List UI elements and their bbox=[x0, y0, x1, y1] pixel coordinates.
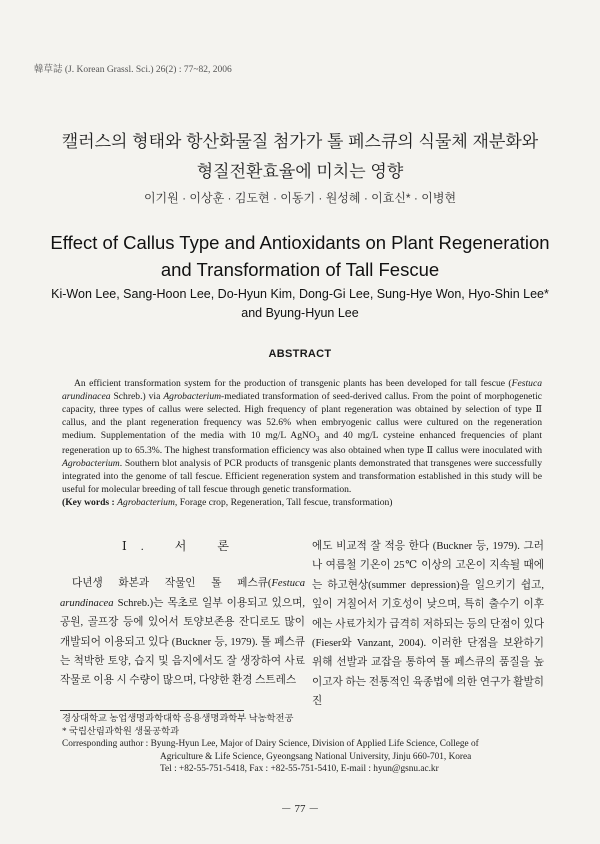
affiliation-2: * 국립산림과학원 생물공학과 bbox=[62, 726, 180, 737]
section-heading-introduction: Ⅰ. 서 론 bbox=[122, 539, 243, 553]
journal-reference: 韓草誌 (J. Korean Grassl. Sci.) 26(2) : 77~82, 2006 bbox=[34, 65, 232, 75]
footnotes bbox=[62, 713, 552, 776]
intro-right-column bbox=[312, 537, 544, 712]
corresponding-author-line-3: Tel : +82-55-751-5418, Fax : +82-55-751-5410, E-mail : hyun@gsnu.ac.kr bbox=[160, 764, 439, 775]
english-authors-line-2: and Byung-Hyun Lee bbox=[241, 306, 359, 320]
korean-authors: 이기원 · 이상훈 · 김도현 · 이동기 · 원성혜 · 이효신* · 이병현 bbox=[143, 191, 457, 205]
english-authors-line-1: Ki-Won Lee, Sang-Hoon Lee, Do-Hyun Kim, Dong-Gi Lee, Sung-Hye Won, Hyo-Shin Lee* bbox=[51, 287, 549, 301]
corresponding-author-line-2: Agriculture & Life Science, Gyeongsang National University, Jinju 660-701, Korea bbox=[160, 751, 472, 762]
key-words: (Key words : Agrobacterium, Forage crop, Regeneration, Tall fescue, transformation) bbox=[62, 497, 393, 509]
footnote-divider bbox=[60, 710, 244, 711]
abstract-body bbox=[62, 378, 542, 510]
affiliation-1: 경상대학교 농업생명과학대학 응용생명과학부 낙농학전공 bbox=[62, 714, 294, 724]
page-number: － 77 － bbox=[280, 803, 320, 815]
abstract-paragraph: An efficient transformation system for the production of transgenic plants has been developed for tall fescue (Festuca arundinacea Schreb.) via Agrobacterium-mediated transformation of seed-derived callus. From the point of morphogenetic capacity, three types of callus were selected. High frequency of plant regeneration was obtained by selection of type Ⅱ callus, and the plant regeneration frequency was 52.6% when embryogenic callus were cultured on the regeneration medium. Supplementation of the media with 10 mg/L AgNO$_3$ and 40 mg/L cysteine enhanced frequencies of plant regeneration up to 65.3%. The highest transformation efficiency was also obtained when type Ⅱ callus were inoculated with Agrobacterium. Southern blot analysis of PCR products of transgenic plants demonstrated that transgenes were successfully integrated into the genome of tall fescue. Efficient regeneration system and transformation established in this study will be useful for molecular breeding of tall fescue through genetic transformation. bbox=[62, 378, 542, 496]
english-title-line-1: Effect of Callus Type and Antioxidants on Plant Regeneration bbox=[50, 232, 550, 253]
korean-title-line-2: 형질전환효율에 미치는 영향 bbox=[196, 162, 404, 181]
abstract-heading: ABSTRACT bbox=[268, 348, 332, 360]
korean-title-line-1: 캘러스의 형태와 항산화물질 첨가가 톨 페스큐의 식물체 재분화와 bbox=[61, 132, 539, 151]
corresponding-author: Corresponding author : Byung-Hyun Lee, Major of Dairy Science, Division of Applied Life Science, College of bbox=[62, 739, 479, 750]
intro-paragraph-right: 에도 비교적 잘 적응 한다 (Buckner 등, 1979). 그러나 여름철 기온이 25℃ 이상의 고온이 지속될 때에는 하고현상(summer depression)을 일으키기 쉽고, 잎이 거칠어서 기호성이 낮으며, 특히 출수기 이후에는 사료가치가 급격히 저하되는 등의 단점이 있다(Fieser와 Vanzant, 2004). 이러한 단점을 보완하기 위해 선발과 교잡을 통하여 톨 페스큐의 품질을 높이고자 하는 전통적인 육종법에 의한 연구가 활발히 진 bbox=[312, 541, 544, 708]
intro-paragraph-left: 다년생 화본과 작물인 톨 페스큐(Festuca arundinacea Schreb.)는 목초로 일부 이용되고 있으며, 공원, 골프장 등에 있어서 토양보존용 잔디로도 많이 개발되어 이용되고 있다 (Buckner 등, 1979). 톨 페스큐는 척박한 토양, 습지 및 음지에서도 잘 생장하여 사료작물로 이용 시 수량이 많으며, 다양한 환경 스트레스 bbox=[60, 578, 305, 687]
intro-left-column bbox=[60, 537, 305, 691]
english-title-line-2: and Transformation of Tall Fescue bbox=[160, 259, 440, 280]
